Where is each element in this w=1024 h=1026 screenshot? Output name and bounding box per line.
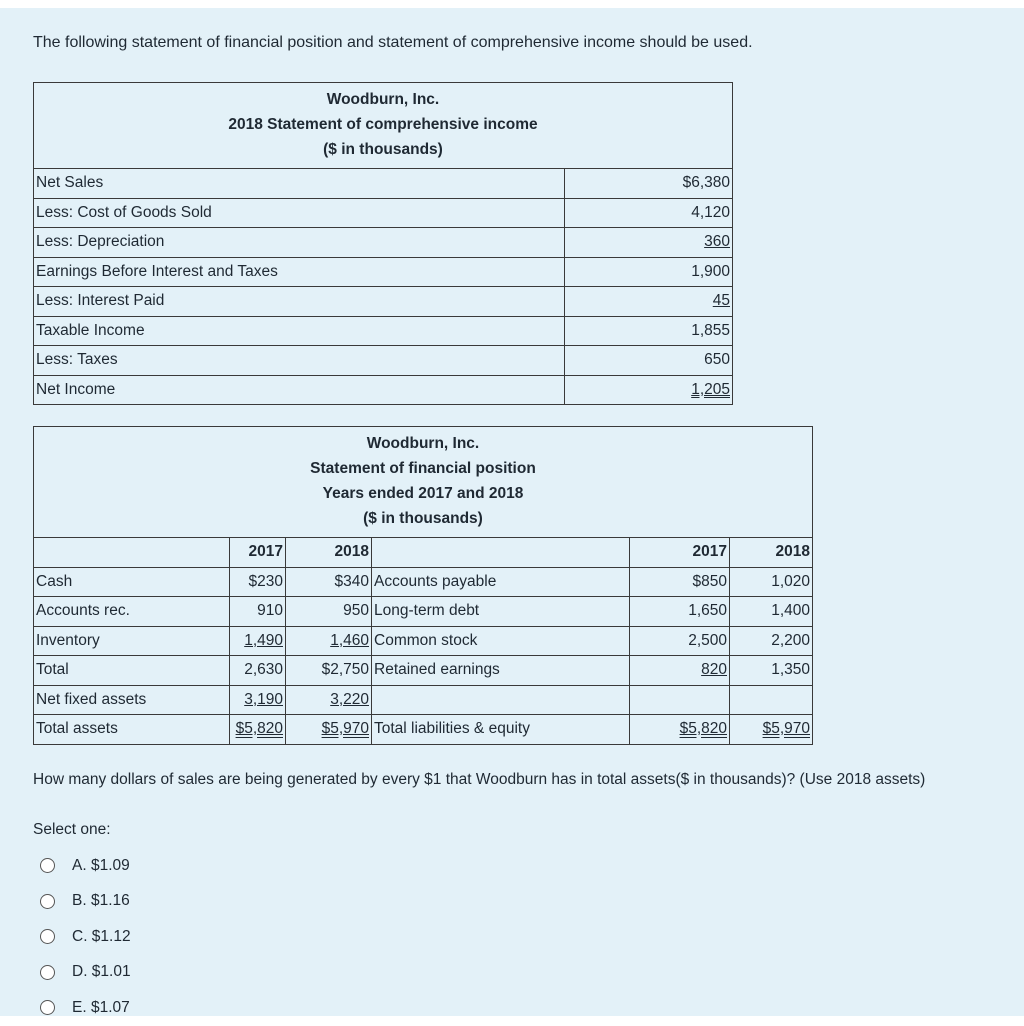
- table-row: Earnings Before Interest and Taxes 1,900: [34, 257, 733, 287]
- table-row: Net Income 1,205: [34, 375, 733, 405]
- company-name: Woodburn, Inc.: [366, 435, 480, 452]
- answer-option-e[interactable]: [40, 990, 131, 1026]
- income-statement-title: [34, 83, 733, 169]
- radio-button[interactable]: [40, 894, 55, 909]
- statement-name: Statement of financial position: [310, 460, 536, 477]
- table-row: Net Sales $6,380: [34, 169, 733, 199]
- table-row: Taxable Income 1,855: [34, 316, 733, 346]
- financial-position-title: [34, 427, 813, 538]
- question-text: How many dollars of sales are being generated by every $1 that Woodburn has in total assets($ in thousands)? (Use 2018 assets): [33, 771, 926, 788]
- intro-text: The following statement of financial position and statement of comprehensive income should be used.: [33, 34, 753, 51]
- table-row: Less: Depreciation 360: [34, 228, 733, 258]
- table-row: Cash $230 $340 Accounts payable $850 1,020: [34, 567, 813, 597]
- table-row: Less: Taxes 650: [34, 346, 733, 376]
- question-panel: [0, 8, 1024, 1016]
- radio-button[interactable]: [40, 929, 55, 944]
- option-label: A. $1.09: [72, 856, 130, 874]
- table-row: Less: Cost of Goods Sold 4,120: [34, 198, 733, 228]
- option-label: B. $1.16: [72, 892, 130, 910]
- income-statement-table: [33, 82, 733, 405]
- select-one-label: Select one:: [33, 821, 111, 838]
- statement-name: 2018 Statement of comprehensive income: [228, 116, 538, 133]
- table-row: Total 2,630 $2,750 Retained earnings 820 1,350: [34, 656, 813, 686]
- radio-button[interactable]: [40, 1000, 55, 1015]
- answer-option-c[interactable]: [40, 919, 131, 955]
- company-name: Woodburn, Inc.: [326, 91, 440, 108]
- table-row: Net fixed assets 3,190 3,220: [34, 685, 813, 715]
- table-row: Less: Interest Paid 45: [34, 287, 733, 317]
- radio-button[interactable]: [40, 858, 55, 873]
- answer-options: [40, 848, 131, 1026]
- units-note: ($ in thousands): [363, 510, 483, 527]
- period-note: Years ended 2017 and 2018: [322, 485, 524, 502]
- financial-position-table: [33, 426, 813, 745]
- table-row: Accounts rec. 910 950 Long-term debt 1,650 1,400: [34, 597, 813, 627]
- units-note: ($ in thousands): [323, 141, 443, 158]
- answer-option-d[interactable]: [40, 955, 131, 991]
- table-row: Total assets $5,820 $5,970 Total liabilities & equity $5,820 $5,970: [34, 715, 813, 745]
- table-header-row: 2017 2018 2017 2018: [34, 538, 813, 568]
- radio-button[interactable]: [40, 965, 55, 980]
- option-label: C. $1.12: [72, 927, 131, 945]
- answer-option-a[interactable]: [40, 848, 131, 884]
- option-label: E. $1.07: [72, 998, 130, 1016]
- answer-option-b[interactable]: [40, 884, 131, 920]
- option-label: D. $1.01: [72, 963, 131, 981]
- table-row: Inventory 1,490 1,460 Common stock 2,500 2,200: [34, 626, 813, 656]
